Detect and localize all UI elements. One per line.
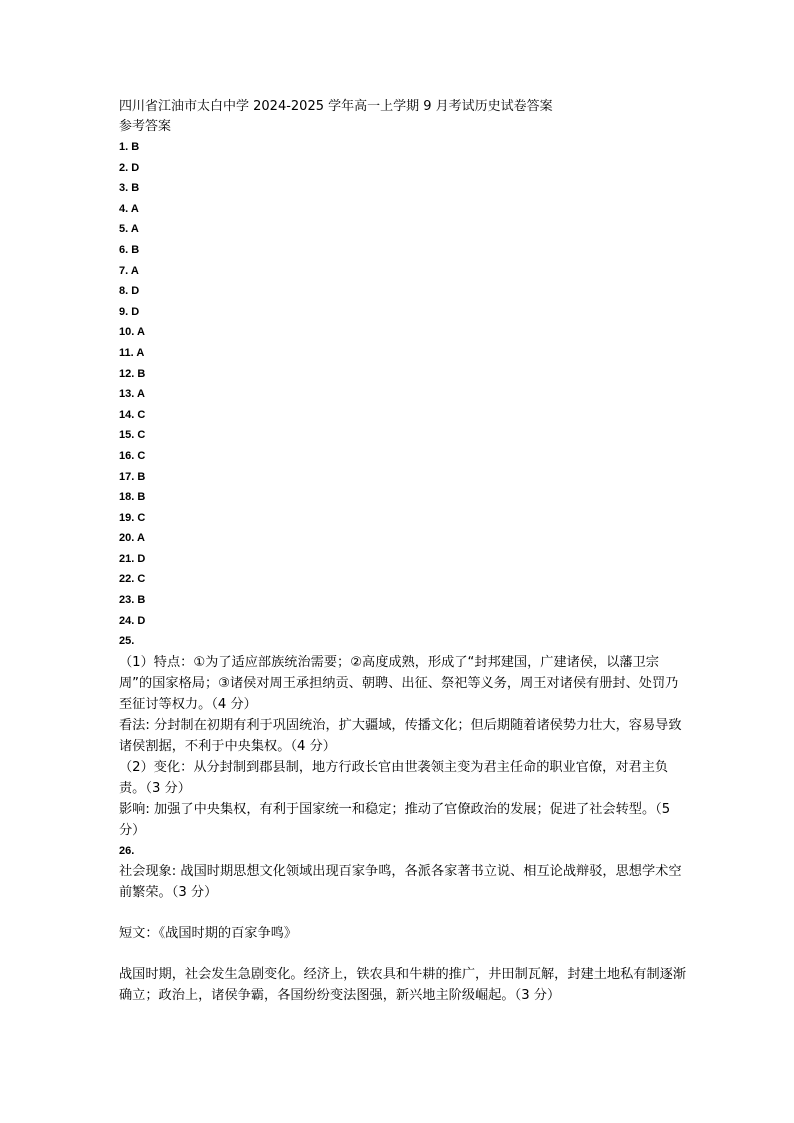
answer-list <box>119 137 689 652</box>
document-title: 四川省江油市太白中学 2024-2025 学年高一上学期 9 月考试历史试卷答案 <box>119 99 553 114</box>
answer-item: 22. C <box>119 573 146 586</box>
answer-item: 20. A <box>119 532 145 545</box>
answer-item: 24. D <box>119 614 146 627</box>
document-page <box>119 97 689 1006</box>
answer-item: 21. D <box>119 552 146 565</box>
answer-item: 8. D <box>119 285 140 298</box>
q26-essay-title: 短文：《战国时期的百家争鸣》 <box>119 926 298 942</box>
answer-item: 2. D <box>119 161 140 174</box>
answer-item: 1. B <box>119 141 140 153</box>
answer-item: 9. D <box>119 305 140 318</box>
answer-item: 19. C <box>119 511 146 524</box>
q25-part2-change: （2）变化：从分封制到郡县制，地方行政长官由世袭领主变为君主任命的职业官僚，对君主负责。（3 分） <box>119 759 669 796</box>
answer-item: 16. C <box>119 449 146 462</box>
q26-social-phenomenon: 社会现象: 战国时期思想文化领域出现百家争鸣，各派各家著书立说、相互论战辩驳，思想学术空前繁荣。（3 分） <box>119 864 682 901</box>
answer-item: 25. <box>119 635 135 648</box>
answer-item: 15. C <box>119 429 146 442</box>
answer-item: 13. A <box>119 388 145 401</box>
q25-part1-features: （1）特点：①为了适应部族统治需要；②高度成熟，形成了“封邦建国，广建诸侯，以藩卫宗周”的国家格局；③诸侯对周王承担纳贡、朝聘、出征、祭祀等义务，周王对诸侯有册封、处罚乃至征讨等权力。（4 分） <box>119 654 679 712</box>
answer-item: 10. A <box>119 326 145 339</box>
answer-item: 5. A <box>119 223 139 236</box>
q26-label: 26. <box>119 844 135 857</box>
q25-part2-impact: 影响: 加强了中央集权，有利于国家统一和稳定；推动了官僚政治的发展；促进了社会转型。（5 分） <box>119 801 671 838</box>
answer-item: 4. A <box>119 202 139 215</box>
answer-item: 7. A <box>119 264 139 277</box>
answer-item: 11. A <box>119 346 145 359</box>
answer-item: 12. B <box>119 367 146 380</box>
answer-item: 18. B <box>119 491 146 504</box>
document-subtitle: 参考答案 <box>119 119 172 134</box>
answer-item: 23. B <box>119 594 146 607</box>
answer-item: 14. C <box>119 408 146 421</box>
answer-item: 6. B <box>119 243 140 256</box>
q26-essay-body: 战国时期，社会发生急剧变化。经济上，铁农具和牛耕的推广，井田制瓦解，封建土地私有制逐渐确立；政治上，诸侯争霸，各国纷纷变法图强，新兴地主阶级崛起。（3 分） <box>119 967 687 1004</box>
q25-part1-view: 看法: 分封制在初期有利于巩固统治，扩大疆域，传播文化；但后期随着诸侯势力壮大，容易导致诸侯割据，不利于中央集权。（4 分） <box>119 717 682 754</box>
answer-item: 3. B <box>119 182 140 195</box>
answer-item: 17. B <box>119 470 146 483</box>
